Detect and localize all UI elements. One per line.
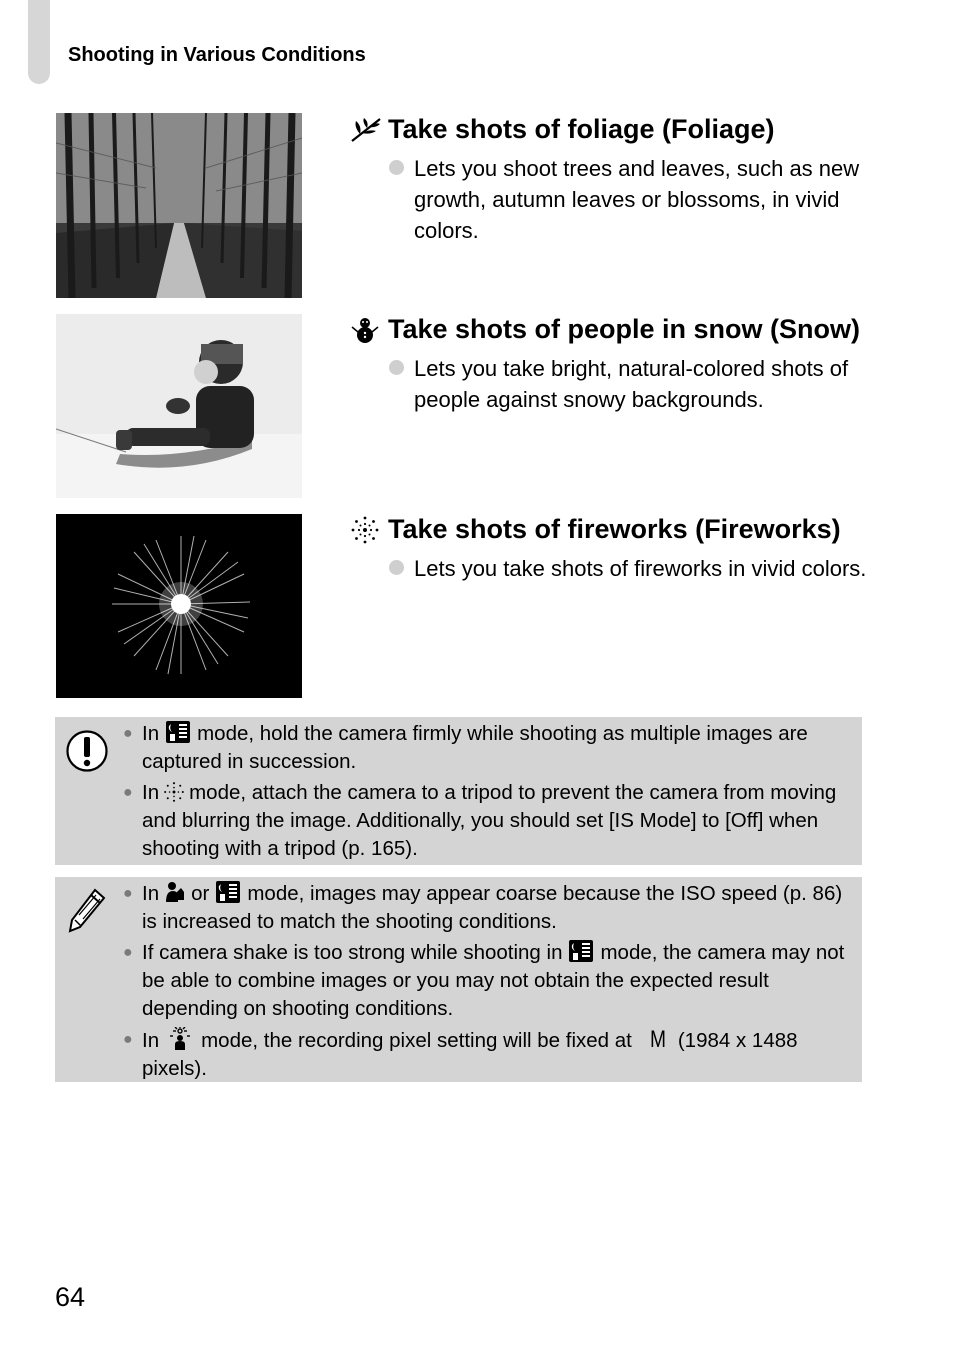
fireworks-icon — [163, 781, 185, 803]
bullet-dot: ● — [123, 1031, 133, 1048]
caution-icon — [65, 729, 109, 773]
list-item: ● If camera shake is too strong while shooting in mode, the camera may not be able to combine images or you may not obtain the expected result depending on shooting conditions. — [123, 939, 850, 1023]
bullet-text: Lets you take bright, natural-colored shots of people against snowy backgrounds. — [414, 356, 849, 412]
list-item — [388, 353, 870, 415]
bullet-dot: ● — [123, 725, 133, 742]
notes-box — [55, 877, 862, 1082]
foliage-photo — [56, 113, 302, 298]
pencil-icon — [67, 887, 107, 933]
section-fireworks — [350, 512, 870, 584]
section-foliage — [350, 112, 870, 246]
pixel-size-m: M — [649, 1026, 666, 1053]
caution-box — [55, 717, 862, 865]
foliage-icon — [350, 112, 388, 147]
list-item: ● In mode, hold the camera firmly while shooting as multiple images are captured in succession. — [123, 720, 850, 776]
kids-and-pets-icon — [164, 880, 186, 904]
bullet-text: Lets you take shots of fireworks in vivid colors. — [414, 556, 867, 581]
bullet-dot: ● — [123, 885, 133, 902]
fireworks-icon — [350, 512, 388, 547]
list-item — [388, 153, 870, 246]
bullet-dot — [388, 553, 414, 584]
bullet-dot: ● — [123, 944, 133, 961]
snow-photo — [56, 314, 302, 498]
section-title: Take shots of fireworks (Fireworks) — [388, 514, 841, 544]
bullet-dot: ● — [123, 784, 133, 801]
bullet-dot — [388, 353, 414, 384]
low-light-icon — [167, 1027, 193, 1051]
list-item: ● In mode, attach the camera to a tripod to prevent the camera from moving and blurring the image. Additionally, you should set [IS Mode] to [Off] when shooting with a tripod (p. 165). — [123, 779, 850, 863]
section-title: Take shots of foliage (Foliage) — [388, 114, 775, 144]
handheld-night-scene-icon — [165, 720, 191, 744]
snow-icon — [350, 312, 388, 347]
bullet-text: Lets you shoot trees and leaves, such as new growth, autumn leaves or blossoms, in vivid colors. — [414, 156, 860, 243]
fireworks-photo — [56, 514, 302, 698]
handheld-night-scene-icon — [568, 939, 594, 963]
list-item: ● In or mode, images may appear coarse because the ISO speed (p. 86) is increased to match the shooting conditions. — [123, 880, 850, 936]
handheld-night-scene-icon — [215, 880, 241, 904]
bullet-dot — [388, 153, 414, 184]
page-number: 64 — [55, 1282, 86, 1312]
list-item: ● In mode, the recording pixel setting will be fixed at M (1984 x 1488 pixels). — [123, 1026, 850, 1083]
list-item — [388, 553, 870, 584]
chapter-tab — [28, 0, 50, 84]
running-head: Shooting in Various Conditions — [68, 44, 366, 66]
section-title: Take shots of people in snow (Snow) — [388, 314, 861, 344]
section-snow — [350, 312, 870, 415]
